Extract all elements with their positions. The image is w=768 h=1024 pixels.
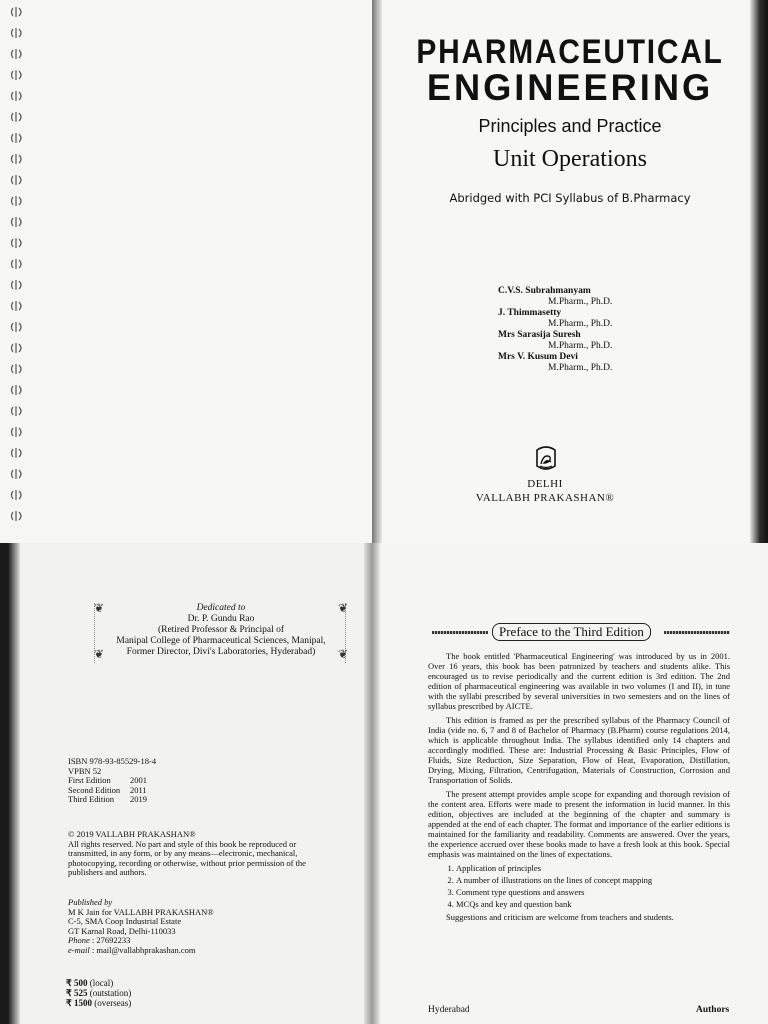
preface-paragraph: The book entitled 'Pharmaceutical Engineering' was introduced by us in 2001. Over 16 years, this book has been patronized by teachers and students alike. This encouraged us to revise periodically and the current edition is 3rd edition. The 2nd edition of pharmaceutical engineering was available in two volumes (I and II), in tune with the syllabi prescribed by several universities in two semesters and on the lines of syllabus prescribed by AICTE. — [428, 651, 730, 711]
title-rule-left — [432, 631, 488, 634]
dedication-line: Manipal College of Pharmaceutical Sciences, Manipal, — [116, 636, 326, 646]
edition-label: Third Edition — [68, 794, 115, 804]
author-list — [498, 286, 628, 374]
list-item: 4. MCQs and key and question bank — [456, 899, 730, 909]
phone-value: : 27692233 — [91, 935, 131, 945]
preface-title: Preface to the Third Edition — [492, 623, 651, 641]
title-rule-right — [664, 631, 730, 634]
binding-ring-icon — [10, 132, 28, 144]
binding-ring-icon — [10, 342, 28, 354]
email-label: e-mail — [68, 944, 90, 955]
binding-ring-icon — [10, 279, 28, 291]
title-line-2: ENGINEERING — [426, 67, 714, 108]
publisher-name: VALLABH PRAKASHAN® — [475, 492, 615, 504]
binding-ring-icon — [10, 363, 28, 375]
rights-statement: All rights reserved. No part and style of this book be reproduced or transmitted, in any form, or by any means—electronic, mechanical, photocopying, recording or otherwise, without prior permission of the publishers and authors. — [68, 838, 306, 877]
edition-label: Second Edition — [68, 784, 121, 795]
imprint-page — [0, 543, 372, 1024]
publisher-line: M K Jain for VALLABH PRAKASHAN® — [68, 906, 214, 917]
dedication-line: Former Director, Divi's Laboratories, Hyderabad) — [126, 647, 316, 657]
preface-page — [372, 543, 768, 1024]
list-item: 3. Comment type questions and answers — [456, 887, 730, 897]
price-note: (outstation) — [89, 988, 132, 998]
binding-ring-icon — [10, 90, 28, 102]
price-note: (overseas) — [94, 998, 132, 1008]
binding-ring-icon — [10, 489, 28, 501]
dedication-line: (Retired Professor & Principal of — [157, 625, 285, 635]
binding-ring-icon — [10, 174, 28, 186]
published-by-label: Published by — [68, 897, 113, 907]
binding-ring-icon — [10, 405, 28, 417]
tagline: Abridged with PCI Syllabus of B.Pharmacy — [449, 191, 691, 205]
ornament-icon: ❦ — [94, 601, 105, 615]
edition-year: 2011 — [130, 784, 147, 795]
title-line-1: PHARMACEUTICAL — [416, 33, 724, 71]
spiral-binding — [10, 6, 32, 531]
preface-paragraph: This edition is framed as per the prescribed syllabus of the Pharmacy Council of India (vide no. 6, 7 and 8 of Bachelor of Pharmacy (B.Pharm) course regulations 2014, which is applicable throughout India. The syllabus identified only 14 chapters and accordingly modified. These are: Industrial Processing & Basic Principles, Flow of Fluids, Size Reduction, Size Separation, Flow of Heat, Evaporation, Distillation, Drying, Mixing, Filtration, Centrifugation, Materials of Construction, Corrosion and Transportation of Solids. — [428, 715, 730, 785]
publisher-city: DELHI — [527, 478, 563, 490]
preface-body — [428, 651, 730, 926]
binding-ring-icon — [10, 153, 28, 165]
binding-ring-icon — [10, 426, 28, 438]
ornament-icon: ❦ — [94, 647, 105, 661]
dedication-line: Dr. P. Gundu Rao — [187, 614, 255, 624]
preface-place: Hyderabad — [428, 1005, 470, 1015]
volume-title: Unit Operations — [493, 146, 647, 172]
copyright-block — [68, 830, 328, 878]
page-gutter — [0, 543, 20, 1024]
publisher-block — [68, 898, 308, 955]
binding-ring-icon — [10, 321, 28, 333]
price-row — [66, 978, 131, 988]
binding-ring-icon — [10, 48, 28, 60]
binding-ring-icon — [10, 216, 28, 228]
author-degree: M.Pharm., Ph.D. — [548, 297, 613, 307]
author-name: Mrs V. Kusum Devi — [498, 352, 578, 362]
ornament-icon: ❦ — [337, 647, 348, 661]
binding-ring-icon — [10, 111, 28, 123]
author-degree: M.Pharm., Ph.D. — [548, 341, 613, 351]
list-item: 2. A number of illustrations on the lines of concept mapping — [456, 875, 730, 885]
price-row — [66, 988, 131, 998]
vpbn: VPBN 52 — [68, 765, 102, 776]
price-amount: ₹ 525 — [66, 988, 88, 998]
dedication — [94, 603, 348, 671]
binding-ring-icon — [10, 69, 28, 81]
edition-year: 2001 — [130, 775, 147, 785]
edition-row — [68, 795, 268, 805]
price-note: (local) — [89, 978, 114, 988]
binding-ring-icon — [10, 195, 28, 207]
page-edge — [364, 543, 372, 1024]
phone-label: Phone — [68, 935, 90, 945]
preface-closing: Suggestions and criticism are welcome from teachers and students. — [446, 912, 674, 922]
price-amount: ₹ 500 — [66, 978, 88, 988]
publisher-line: GT Karnal Road, Delhi-110033 — [68, 925, 176, 936]
binding-ring-icon — [10, 27, 28, 39]
dedication-lead: Dedicated to — [196, 603, 246, 613]
author-degree: M.Pharm., Ph.D. — [548, 363, 613, 373]
price-amount: ₹ 1500 — [66, 998, 92, 1008]
author-name: Mrs Sarasija Suresh — [498, 330, 581, 340]
isbn-block — [68, 757, 268, 805]
price-row — [66, 998, 131, 1008]
binding-ring-icon — [10, 510, 28, 522]
ornament-icon: ❦ — [337, 601, 348, 615]
author-name: C.V.S. Subrahmanyam — [498, 286, 591, 296]
isbn: ISBN 978-93-85529-18-4 — [68, 756, 157, 766]
binding-ring-icon — [10, 258, 28, 270]
price-block — [66, 978, 131, 1008]
list-item: 1. Application of principles — [456, 863, 730, 873]
publisher-line: C-5, SMA Coop Industrial Estate — [68, 916, 182, 926]
swan-logo-icon — [533, 444, 559, 472]
title-page — [372, 0, 768, 543]
binding-ring-icon — [10, 300, 28, 312]
page-gutter — [372, 543, 380, 1024]
binding-ring-icon — [10, 384, 28, 396]
binding-ring-icon — [10, 468, 28, 480]
dedication-frame — [94, 603, 346, 663]
edition-year: 2019 — [130, 794, 147, 804]
email-line — [68, 946, 308, 956]
expectations-list — [428, 863, 730, 909]
preface-paragraph: The present attempt provides ample scope for expanding and thorough revision of the content area. Efforts were made to present the information in lucid manner. In this edition, objectives are included at the beginning of the chapter and summary is appended at the end of each chapter. The format and importance of the earlier editions is maintained for the familiarity and readability. Comments are answered. Over the years, the experience accrued over these books made to have a fresh look at this book. Special emphasis was maintained on the lines of expectations. — [428, 789, 730, 859]
subtitle: Principles and Practice — [478, 116, 662, 136]
edition-label: First Edition — [68, 775, 111, 785]
blank-left-page — [0, 0, 372, 543]
email-value: : mail@vallabhprakashan.com — [91, 944, 196, 955]
preface-signature: Authors — [696, 1005, 730, 1015]
binding-ring-icon — [10, 237, 28, 249]
binding-ring-icon — [10, 447, 28, 459]
copyright-line: © 2019 VALLABH PRAKASHAN® — [68, 829, 196, 839]
author-degree: M.Pharm., Ph.D. — [548, 319, 613, 329]
binding-ring-icon — [10, 6, 28, 18]
author-name: J. Thimmasetty — [498, 308, 562, 318]
